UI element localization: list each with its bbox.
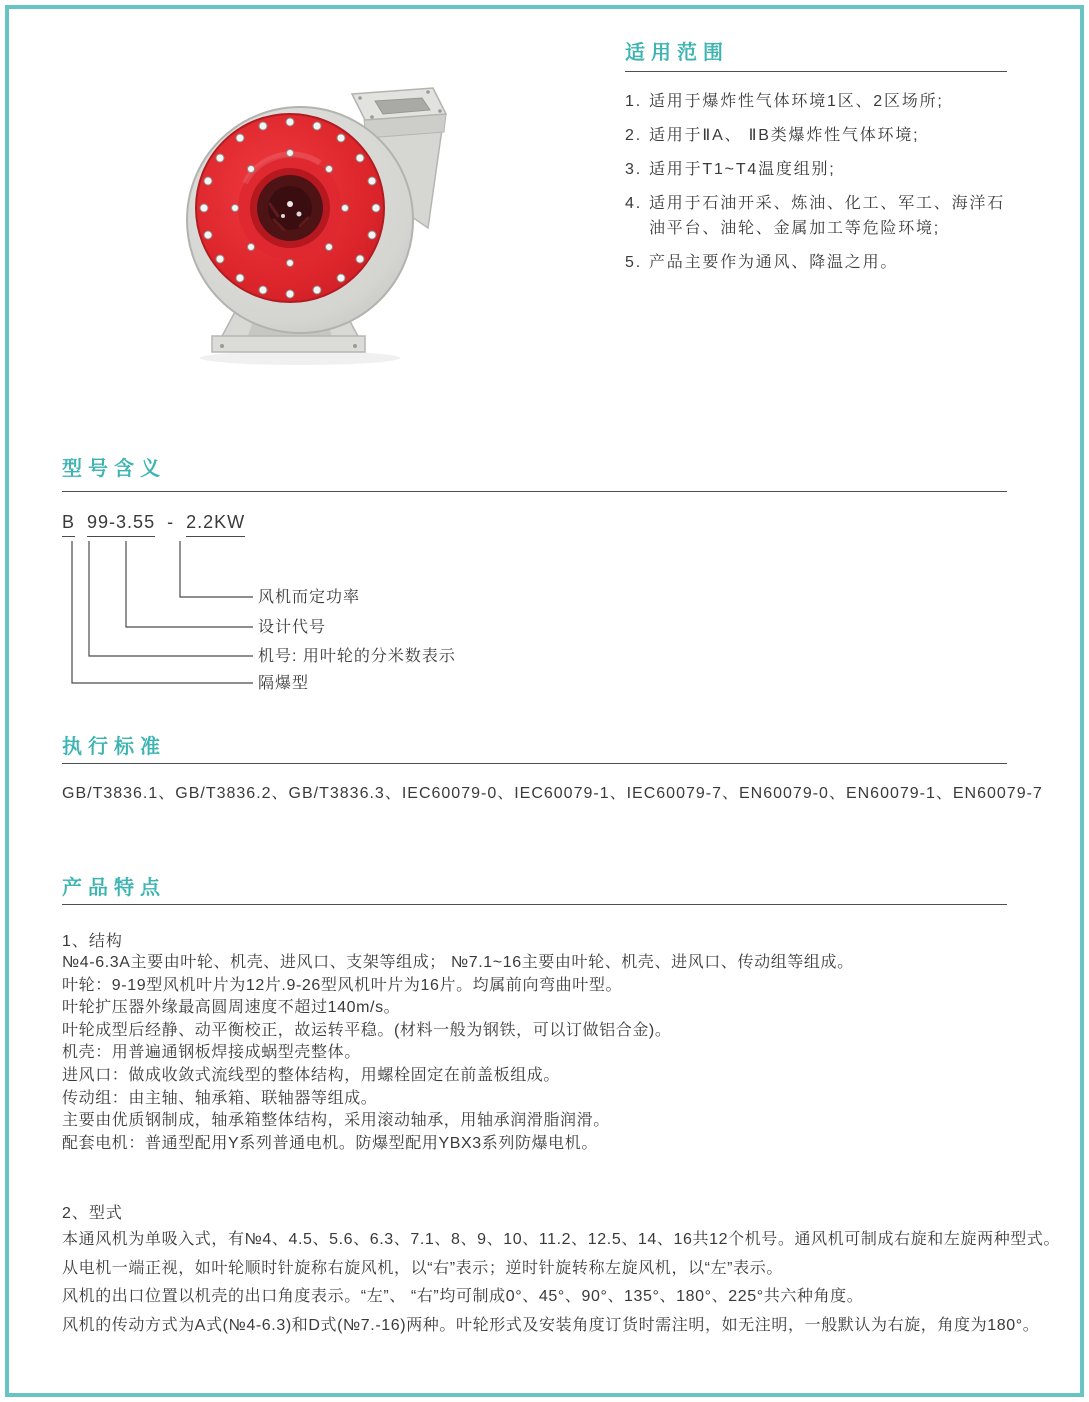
feature-line: 进风口：做成收敛式流线型的整体结构，用螺栓固定在前盖板组成。 — [62, 1066, 561, 1084]
standards-text: GB/T3836.1、GB/T3836.2、GB/T3836.3、IEC60079-0、IEC60079-1、IEC60079-7、EN60079-0、EN60079-1、EN60079-7 — [62, 785, 1043, 802]
type-paragraph — [62, 1226, 1062, 1340]
structure-paragraph — [62, 952, 1062, 1155]
item-text: 适用于石油开采、炼油、化工、军工、海洋石油平台、油轮、金属加工等危险环境; — [649, 195, 1006, 237]
fan-product-photo — [150, 58, 560, 383]
application-scope-list — [625, 89, 1007, 275]
structure-heading: 1、结构 — [62, 933, 123, 950]
feature-line: 从电机一端正视，如叶轮顺时针旋称右旋风机，以“右”表示；逆时针旋转称左旋风机，以“左”表示。 — [62, 1259, 783, 1277]
fan-illustration — [150, 58, 560, 383]
feature-line: 风机的传动方式为A式(№4-6.3)和D式(№7.-16)两种。叶轮形式及安装角度订货时需注明，如无注明，一般默认为右旋，角度为180°。 — [62, 1316, 1040, 1334]
model-label-power: 风机而定功率 — [258, 589, 361, 606]
model-meaning-title: 型号含义 — [62, 458, 166, 480]
application-item — [625, 123, 1007, 148]
model-code-part: 2.2KW — [186, 512, 245, 537]
item-number: 2. — [625, 127, 642, 144]
model-label-design-code: 设计代号 — [258, 619, 327, 636]
item-number: 5. — [625, 254, 642, 271]
standards-title: 执行标准 — [62, 736, 166, 758]
model-code — [62, 512, 251, 537]
application-item — [625, 89, 1007, 114]
features-header — [62, 876, 1007, 905]
feature-line: №4-6.3A主要由叶轮、机壳、进风口、支架等组成； №7.1~16主要由叶轮、机壳、进风口、传动组等组成。 — [62, 954, 854, 971]
features-title: 产品特点 — [62, 877, 166, 899]
model-diagram-connector-lines — [62, 541, 262, 691]
application-item — [625, 191, 1007, 241]
feature-line: 传动组：由主轴、轴承箱、联轴器等组成。 — [62, 1089, 378, 1107]
application-scope-section — [625, 40, 1007, 284]
feature-line: 叶轮：9-19型风机叶片为12片.9-26型风机叶片为16片。均属前向弯曲叶型。 — [62, 976, 623, 994]
application-scope-header — [625, 40, 1007, 72]
model-diagram-lines — [62, 541, 262, 691]
item-text: 适用于ⅡA、 ⅡB类爆炸性气体环境; — [649, 127, 920, 144]
application-scope-title: 适用范围 — [625, 42, 729, 64]
model-label-machine-number: 机号: 用叶轮的分米数表示 — [258, 648, 456, 665]
standards-header — [62, 735, 1007, 764]
model-label-flameproof-type: 隔爆型 — [258, 675, 310, 692]
feature-line: 配套电机：普通型配用Y系列普通电机。防爆型配用YBX3系列防爆电机。 — [62, 1134, 598, 1152]
feature-line: 主要由优质钢制成，轴承箱整体结构，采用滚动轴承，用轴承润滑脂润滑。 — [62, 1112, 610, 1130]
item-number: 1. — [625, 93, 642, 110]
application-item — [625, 157, 1007, 182]
model-code-part: 99-3.55 — [87, 512, 155, 537]
item-text: 适用于爆炸性气体环境1区、2区场所; — [649, 93, 944, 110]
model-code-part: - — [167, 512, 175, 532]
feature-line: 叶轮扩压器外缘最高圆周速度不超过140m/s。 — [62, 999, 401, 1017]
model-code-part: B — [62, 512, 75, 537]
feature-line: 叶轮成型后经静、动平衡校正，故运转平稳。(材料一般为钢铁，可以订做铝合金)。 — [62, 1021, 672, 1039]
feature-line: 风机的出口位置以机壳的出口角度表示。“左”、 “右”均可制成0°、45°、90°、135°、180°、225°共六种角度。 — [62, 1288, 864, 1306]
type-heading: 2、型式 — [62, 1205, 123, 1222]
item-text: 产品主要作为通风、降温之用。 — [649, 254, 899, 271]
application-item — [625, 250, 1007, 275]
item-number: 3. — [625, 161, 642, 178]
model-meaning-header — [62, 456, 1007, 492]
item-text: 适用于T1~T4温度组别; — [649, 161, 836, 178]
feature-line: 机壳：用普遍通钢板焊接成蜗型壳整体。 — [62, 1044, 361, 1062]
item-number: 4. — [625, 195, 642, 212]
feature-line: 本通风机为单吸入式，有№4、4.5、5.6、6.3、7.1、8、9、10、11.2、12.5、14、16共12个机号。通风机可制成右旋和左旋两种型式。 — [62, 1231, 1061, 1248]
